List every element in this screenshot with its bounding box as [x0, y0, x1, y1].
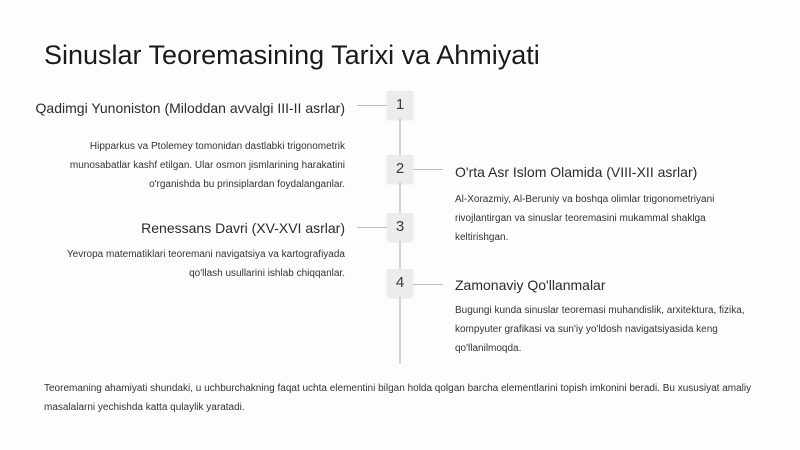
timeline-connector-3 — [357, 227, 387, 228]
timeline-description-2: Al-Xorazmiy, Al-Beruniy va boshqa olimlar trigonometriyani rivojlantirgan va sinuslar teoremasini mukammal shaklga keltirishgan. — [455, 194, 715, 243]
timeline-marker-4: 4 — [387, 269, 413, 297]
timeline-description-4: Bugungi kunda sinuslar teoremasi muhandislik, arxitektura, fizika, kompyuter grafikasi va sun'iy yo'ldosh navigatsiyasida keng qo'llanilmoqda. — [455, 305, 745, 354]
timeline-description-1: Hipparkus va Ptolemey tomonidan dastlabki trigonometrik munosabatlar kashf etilgan. Ular osmon jismlarining harakatini o'rganishda bu prinsiplardan foydalanganlar. — [69, 141, 345, 190]
timeline-connector-1 — [357, 105, 387, 106]
timeline-marker-3: 3 — [387, 213, 413, 241]
timeline-connector-4 — [413, 284, 443, 285]
timeline-heading-3: Renessans Davri (XV-XVI asrlar) — [141, 220, 345, 236]
timeline-heading-4: Zamonaviy Qo'llanmalar — [455, 277, 606, 293]
timeline-connector-2 — [413, 169, 443, 170]
footer-note: Teoremaning ahamiyati shundaki, u uchburchakning faqat uchta elementini bilgan holda qolgan barcha elementlarini topish imkonini beradi. Bu xususiyat amaliy masalalarni yechishda katta qulaylik yaratadi. — [44, 383, 752, 413]
timeline-marker-1: 1 — [387, 91, 413, 119]
timeline-heading-2: O'rta Asr Islom Olamida (VIII-XII asrlar) — [455, 164, 698, 180]
timeline-description-3: Yevropa matematiklari teoremani navigatsiya va kartografiyada qo'llash usullarini ishlab chiqqanlar. — [66, 249, 345, 279]
timeline-marker-2: 2 — [387, 155, 413, 183]
page-title: Sinuslar Teoremasining Tarixi va Ahmiyati — [44, 40, 540, 70]
timeline-heading-1: Qadimgi Yunoniston (Miloddan avvalgi III-II asrlar) — [35, 100, 345, 116]
